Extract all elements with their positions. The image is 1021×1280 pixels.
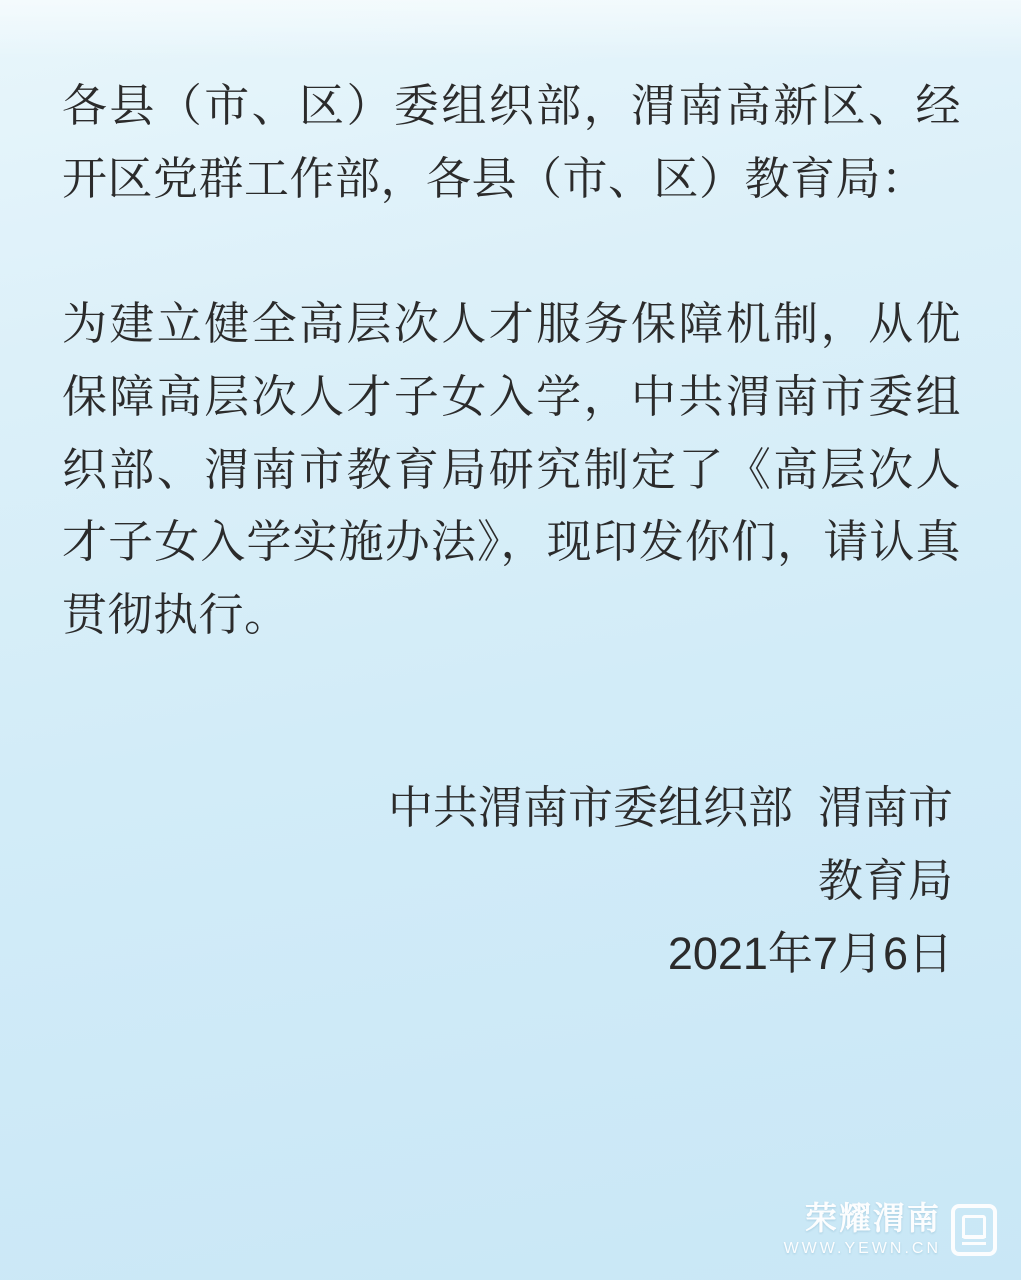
- document-paragraph-main: 为建立健全高层次人才服务保障机制，从优保障高层次人才子女入学，中共渭南市委组织部、渭南市教育局研究制定了《高层次人才子女入学实施办法》，现印发你们，请认真贯彻执行。: [62, 297, 961, 641]
- top-gradient-overlay: [0, 0, 1021, 60]
- watermark-text: [784, 1201, 941, 1258]
- watermark-subtitle: WWW.YEWN.CN: [783, 1240, 941, 1258]
- watermark-title: 荣耀渭南: [804, 1200, 941, 1237]
- signature-date: 2021年7月6日: [667, 928, 953, 980]
- signature-organization: 中共渭南市委组织部 渭南市: [387, 782, 953, 834]
- document-paragraph-recipients: 各县（市、区）委组织部，渭南高新区、经开区党群工作部，各县（市、区）教育局：: [62, 80, 961, 204]
- app-logo-icon: [951, 1204, 997, 1256]
- document-signature: [62, 772, 961, 991]
- signature-organization-cont: 教育局: [817, 855, 953, 907]
- watermark: [784, 1201, 997, 1258]
- paragraph-spacer: [62, 216, 961, 288]
- document-body: [62, 70, 961, 652]
